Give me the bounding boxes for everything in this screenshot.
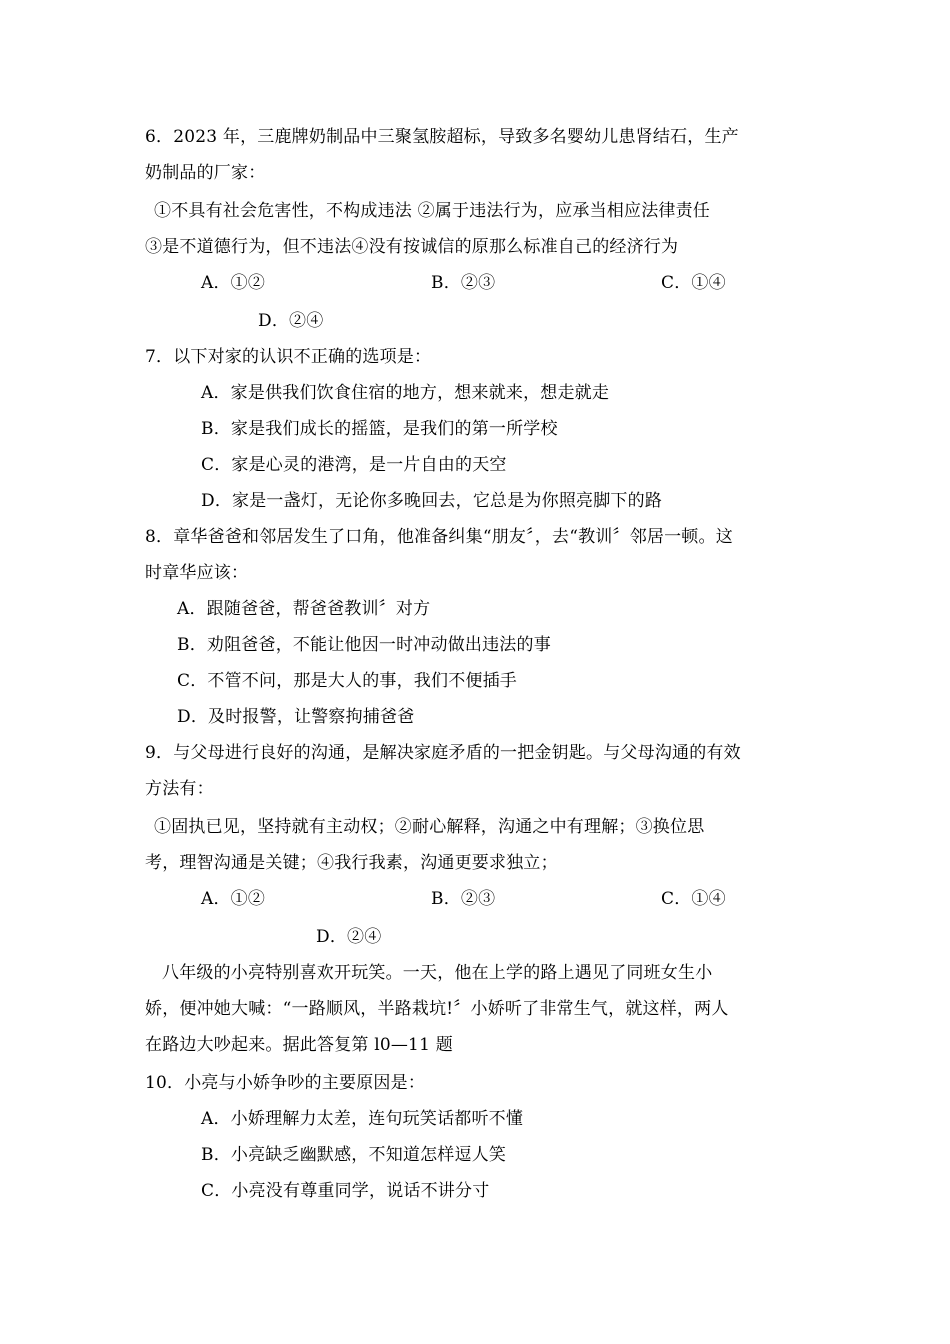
q10-option-a: A．小娇理解力太差，连句玩笑话都听不懂 (201, 1109, 524, 1129)
q8-option-d: D．及时报警，让警察拘捕爸爸 (177, 707, 415, 727)
q6-stem-line-1: 6．2023 年，三鹿牌奶制品中三聚氢胺超标，导致多名婴幼儿患肾结石，生产 (145, 127, 739, 147)
q7-option-b: B．家是我们成长的摇篮，是我们的第一所学校 (201, 419, 558, 439)
q10-option-b: B．小亮缺乏幽默感，不知道怎样逗人笑 (201, 1145, 507, 1165)
q10-stem: 10．小亮与小娇争吵的主要原因是： (145, 1073, 426, 1093)
q6-statements-line-1: ①不具有社会危害性，不构成违法 ②属于违法行为，应承当相应法律责任 (154, 201, 711, 221)
q7-option-c: C．家是心灵的港湾，是一片自由的天空 (201, 455, 507, 475)
q8-stem-line-2: 时章华应该： (145, 563, 249, 583)
passage-line-1: 八年级的小亮特别喜欢开玩笑。一天，他在上学的路上遇见了同班女生小 (162, 963, 713, 983)
q8-option-a: A．跟随爸爸，帮爸爸教训〞对方 (177, 599, 431, 619)
passage-line-2: 娇，便冲她大喊：“一路顺风，半路栽坑!〞小娇听了非常生气，就这样，两人 (145, 999, 729, 1019)
q9-statements-line-2: 考，理智沟通是关键；④我行我素，沟通更要求独立； (145, 853, 558, 873)
q9-stem-line-2: 方法有： (145, 779, 214, 799)
q9-option-a: A．①② (201, 889, 266, 909)
q6-option-c: C．①④ (661, 273, 726, 293)
q7-option-d: D．家是一盏灯，无论你多晚回去，它总是为你照亮脚下的路 (201, 491, 663, 511)
q6-option-b: B．②③ (431, 273, 496, 293)
q10-option-c: C．小亮没有尊重同学，说话不讲分寸 (201, 1181, 490, 1201)
q8-option-b: B．劝阻爸爸，不能让他因一时冲动做出违法的事 (177, 635, 551, 655)
q9-stem-line-1: 9．与父母进行良好的沟通，是解决家庭矛盾的一把金钥匙。与父母沟通的有效 (145, 743, 741, 763)
q7-option-a: A．家是供我们饮食住宿的地方，想来就来，想走就走 (201, 383, 610, 403)
q7-stem: 7．以下对家的认识不正确的选项是： (145, 347, 432, 367)
q8-option-c: C．不管不问，那是大人的事，我们不便插手 (177, 671, 518, 691)
q6-stem-line-2: 奶制品的厂家： (145, 163, 266, 183)
q6-option-a: A．①② (201, 273, 266, 293)
q8-stem-line-1: 8．章华爸爸和邻居发生了口角，他准备纠集“朋友〞，去“教训〞邻居一顿。这 (145, 527, 733, 547)
passage-line-3: 在路边大吵起来。据此答复第 l0—11 题 (145, 1035, 453, 1055)
q9-option-b: B．②③ (431, 889, 496, 909)
q9-option-c: C．①④ (661, 889, 726, 909)
q6-statements-line-2: ③是不道德行为，但不违法④没有按诚信的原那么标准自己的经济行为 (145, 237, 679, 257)
q9-statements-line-1: ①固执已见，坚持就有主动权；②耐心解释，沟通之中有理解；③换位思 (154, 817, 705, 837)
q9-option-d: D．②④ (316, 927, 382, 947)
q6-option-d: D．②④ (258, 311, 324, 331)
